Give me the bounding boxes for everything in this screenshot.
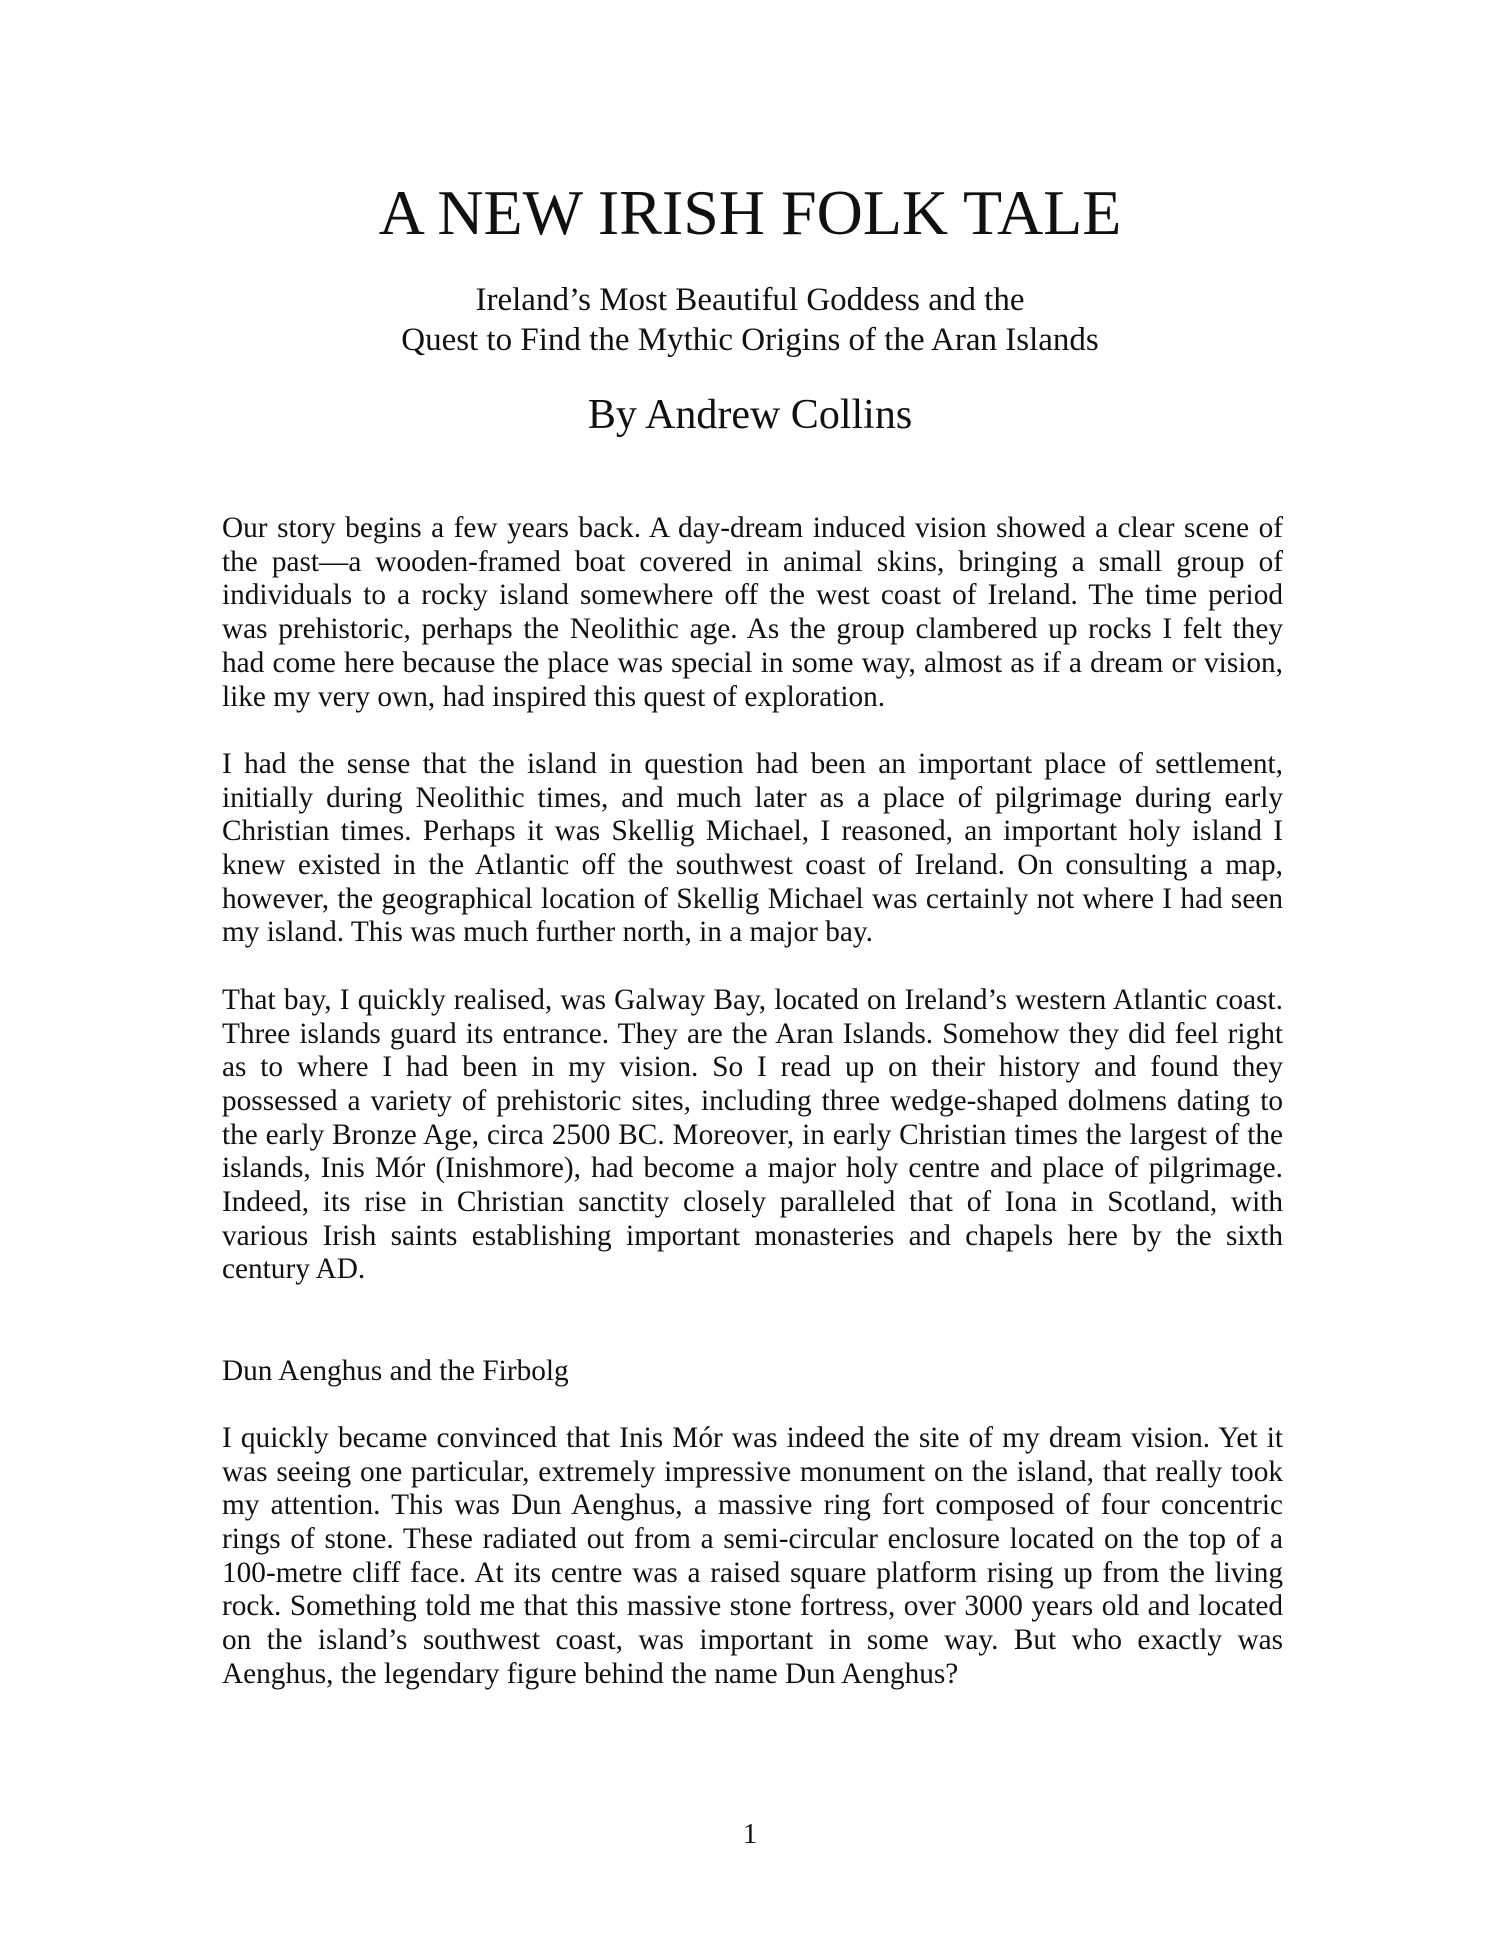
page-number: 1 (742, 1818, 758, 1850)
author-byline: By Andrew Collins (587, 392, 913, 438)
paragraph: That bay, I quickly realised, was Galway Bay, located on Ireland’s western Atlantic coast. Three islands guard its entrance. They are the Aran Islands. Somehow they did feel right as to where I had been in my vision. So I read up on their history and found they possessed a variety of prehistoric sites, including three wedge-shaped dolmens dating to the early Bronze Age, circa 2500 BC. Moreover, in early Christian times the largest of the islands, Inis Mór (Inishmore), had become a major holy centre and place of pilgrimage. Indeed, its rise in Christian sanctity closely paralleled that of Iona in Scotland, with various Irish saints establishing important monasteries and chapels here by the sixth century AD. (222, 983, 1283, 1286)
paragraph: I quickly became convinced that Inis Mór was indeed the site of my dream vision. Yet it was seeing one particular, extremely impressive monument on the island, that really took my attention. This was Dun Aenghus, a massive ring fort composed of four concentric rings of stone. These radiated out from a semi-circular enclosure located on the top of a 100-metre cliff face. At its centre was a raised square platform rising up from the living rock. Something told me that this massive stone fortress, over 3000 years old and located on the island’s southwest coast, was important in some way. But who exactly was Aenghus, the legendary figure behind the name Dun Aenghus? (222, 1421, 1283, 1690)
paragraph: Our story begins a few years back. A day-dream induced vision showed a clear scene of the past—a wooden-framed boat covered in animal skins, bringing a small group of individuals to a rocky island somewhere off the west coast of Ireland. The time period was prehistoric, perhaps the Neolithic age. As the group clambered up rocks I felt they had come here because the place was special in some way, almost as if a dream or vision, like my very own, had inspired this quest of exploration. (222, 512, 1283, 713)
subtitle-line: Ireland’s Most Beautiful Goddess and the (475, 282, 1025, 318)
subtitle-line: Quest to Find the Mythic Origins of the Aran Islands (401, 322, 1099, 358)
document-subtitle (0, 280, 1500, 360)
paragraph: I had the sense that the island in question had been an important place of settlement, initially during Neolithic times, and much later as a place of pilgrimage during early Christian times. Perhaps it was Skellig Michael, I reasoned, an important holy island I knew existed in the Atlantic off the southwest coast of Ireland. On consulting a map, however, the geographical location of Skellig Michael was certainly not where I had seen my island. This was much further north, in a major bay. (222, 747, 1283, 949)
section-heading: Dun Aenghus and the Firbolg (222, 1354, 569, 1387)
document-title: A NEW IRISH FOLK TALE (378, 177, 1122, 248)
document-body (222, 512, 1283, 1725)
